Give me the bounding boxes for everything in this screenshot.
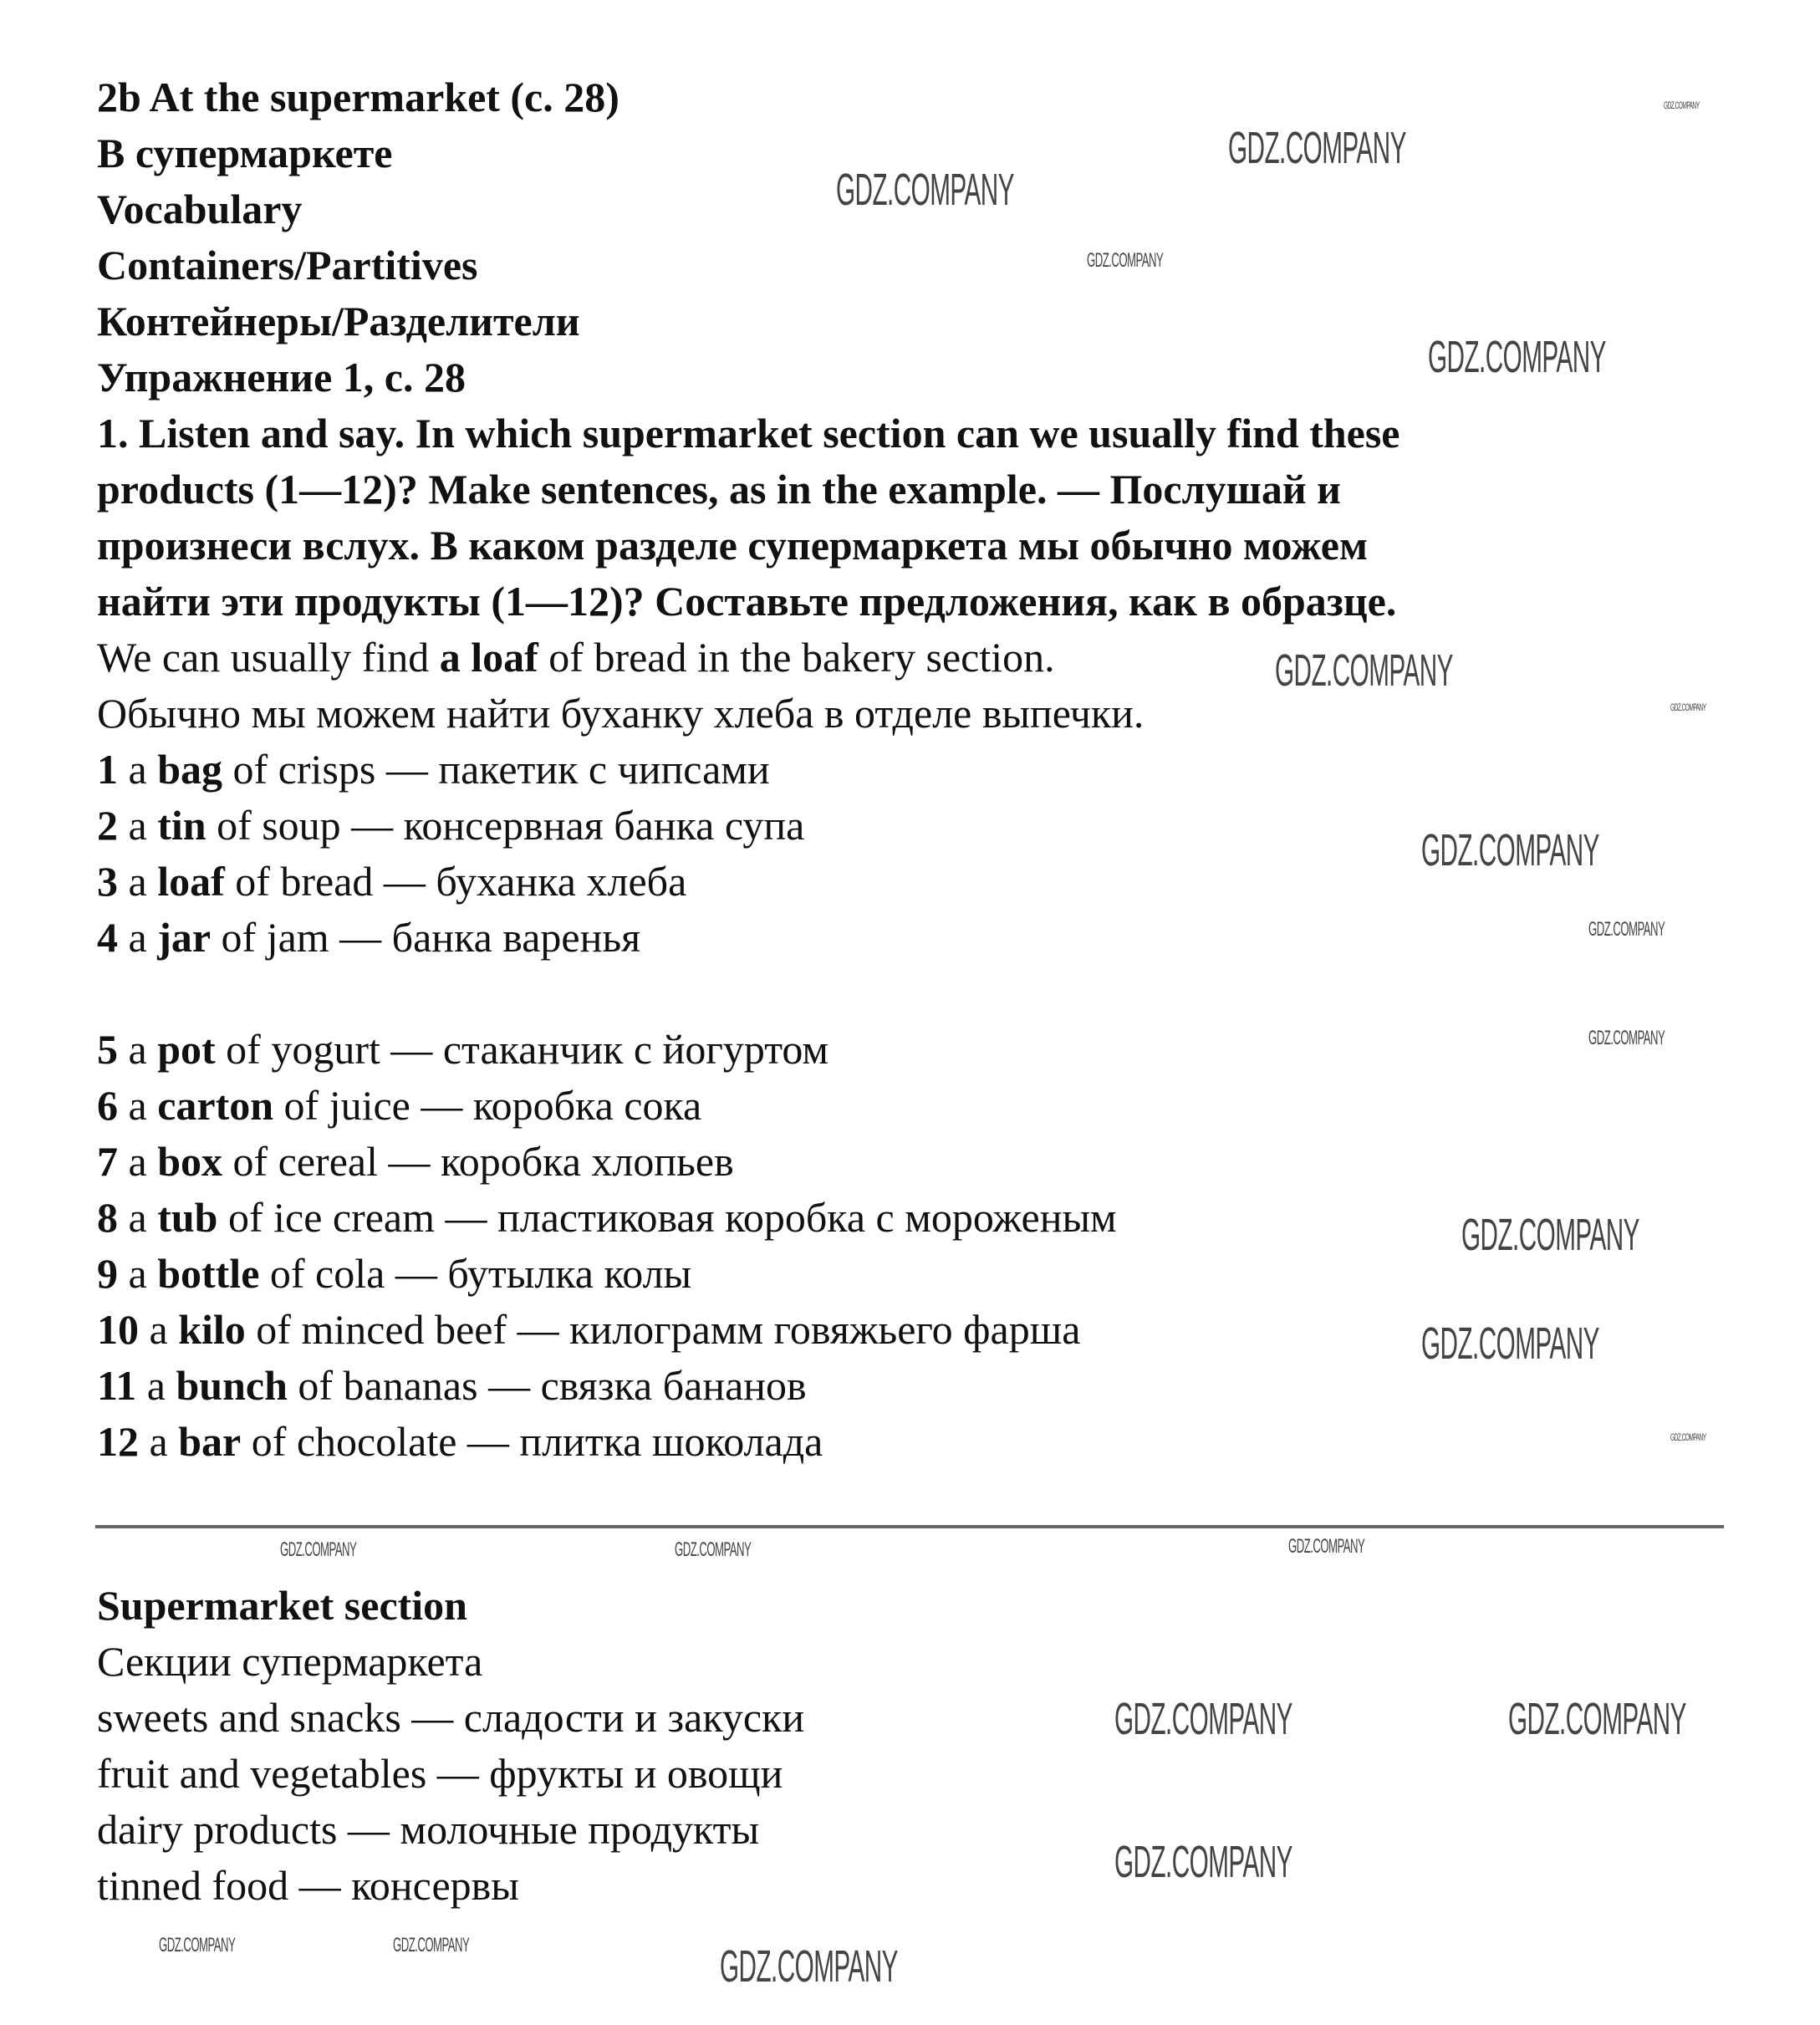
item-number: 7 [97,1138,118,1185]
item-article: a [118,1026,158,1073]
section-heading: Vocabulary [97,186,303,232]
item-text: of yogurt — стаканчик с йогуртом [215,1026,829,1073]
item-text: of cereal — коробка хлопьев [222,1138,734,1185]
item-number: 10 [97,1306,139,1353]
example-sentence [97,630,1055,686]
item-container: carton [157,1082,274,1129]
sections-title: Supermarket section [97,1582,467,1629]
watermark: GDZ.COMPANY [675,1538,752,1561]
exercise-heading: Упражнение 1, с. 28 [97,354,466,400]
item-container: tub [157,1194,218,1241]
list-item [97,1022,828,1078]
watermark: GDZ.COMPANY [1664,99,1700,111]
watermark: GDZ.COMPANY [1670,701,1706,713]
section-item: tinned food — консервы [97,1862,519,1909]
item-number: 1 [97,746,118,793]
divider [95,1525,1724,1528]
list-item [97,1078,701,1134]
watermark: GDZ.COMPANY [1588,918,1665,941]
item-number: 8 [97,1194,118,1241]
item-number: 4 [97,914,118,961]
item-article: a [118,1082,158,1129]
example-bold: a loaf [439,634,538,681]
item-text: of bananas — связка бананов [287,1362,807,1409]
list-item [97,1246,691,1302]
item-container: bag [157,746,223,793]
header-block [97,69,1400,1470]
section-item: sweets and snacks — сладости и закуски [97,1694,805,1741]
item-container: bar [178,1418,242,1465]
item-article: a [118,802,158,849]
item-text: of ice cream — пластиковая коробка с мороженым [217,1194,1117,1241]
item-container: tin [157,802,206,849]
task-line: найти эти продукты (1—12)? Составьте предложения, как в образце. [97,578,1397,625]
item-article: a [118,858,158,905]
topic-heading-ru: Контейнеры/Разделители [97,298,580,344]
item-number: 3 [97,858,118,905]
vocabulary-list [97,742,1400,1470]
watermark: GDZ.COMPANY [1114,1837,1292,1887]
watermark: GDZ.COMPANY [393,1934,470,1956]
item-number: 6 [97,1082,118,1129]
watermark: GDZ.COMPANY [1421,825,1599,875]
item-container: bunch [176,1362,288,1409]
sections-title-ru: Секции супермаркета [97,1638,483,1685]
list-item [97,1358,807,1414]
task-line: 1. Listen and say. In which supermarket section can we usually find these [97,410,1400,457]
watermark: GDZ.COMPANY [1421,1319,1599,1369]
list-item [97,1302,1080,1358]
item-article: a [139,1306,179,1353]
item-text: of cola — бутылка колы [259,1250,692,1297]
watermark: GDZ.COMPANY [1428,332,1606,382]
item-container: box [157,1138,223,1185]
watermark: GDZ.COMPANY [836,165,1014,215]
item-article: a [136,1362,176,1409]
watermark: GDZ.COMPANY [1114,1694,1292,1744]
item-text: of chocolate — плитка шоколада [241,1418,823,1465]
sections-block [97,1578,804,1914]
item-text: of soup — консервная банка супа [206,802,805,849]
item-article: a [118,1250,158,1297]
item-text: of bread — буханка хлеба [224,858,687,905]
item-container: jar [157,914,212,961]
watermark: GDZ.COMPANY [159,1934,236,1956]
item-text: of crisps — пакетик с чипсами [222,746,770,793]
item-text: of jam — банка варенья [211,914,641,961]
watermark: GDZ.COMPANY [1461,1210,1639,1260]
list-item [97,798,804,854]
item-article: a [139,1418,179,1465]
example-text: of bread in the bakery section. [538,634,1055,681]
list-item [97,742,770,798]
item-number: 5 [97,1026,118,1073]
example-text: We can usually find [97,634,440,681]
list-item [97,910,640,966]
watermark: GDZ.COMPANY [1508,1694,1686,1744]
item-container: pot [157,1026,216,1073]
section-item: dairy products — молочные продукты [97,1806,760,1853]
item-container: bottle [157,1250,260,1297]
spacer [97,966,1400,1022]
example-translation: Обычно мы можем найти буханку хлеба в отделе выпечки. [97,690,1145,737]
item-article: a [118,1138,158,1185]
watermark: GDZ.COMPANY [1588,1027,1665,1049]
item-article: a [118,746,158,793]
item-text: of juice — коробка сока [273,1082,702,1129]
item-text: of minced beef — килограмм говяжьего фарша [245,1306,1081,1353]
list-item [97,1414,823,1470]
item-container: loaf [157,858,225,905]
item-number: 9 [97,1250,118,1297]
item-number: 2 [97,802,118,849]
watermark: GDZ.COMPANY [1228,123,1406,173]
section-item: fruit and vegetables — фрукты и овощи [97,1750,783,1797]
topic-heading: Containers/Partitives [97,242,478,288]
task-line: products (1—12)? Make sentences, as in the example. — Послушай и [97,466,1341,513]
watermark: GDZ.COMPANY [1275,645,1453,696]
list-item [97,854,686,910]
item-number: 12 [97,1418,139,1465]
task-line: произнеси вслух. В каком разделе супермаркета мы обычно можем [97,522,1369,569]
list-item [97,1190,1117,1246]
page-title: 2b At the supermarket (с. 28) [97,74,619,120]
item-article: a [118,914,158,961]
watermark: GDZ.COMPANY [280,1538,357,1561]
watermark: GDZ.COMPANY [1288,1535,1365,1558]
item-number: 11 [97,1362,137,1409]
watermark: GDZ.COMPANY [1670,1431,1706,1443]
item-article: a [118,1194,158,1241]
item-container: kilo [178,1306,246,1353]
list-item [97,1134,734,1190]
watermark: GDZ.COMPANY [1087,249,1164,272]
page-title-ru: В супермаркете [97,130,393,176]
watermark: GDZ.COMPANY [720,1941,898,1992]
